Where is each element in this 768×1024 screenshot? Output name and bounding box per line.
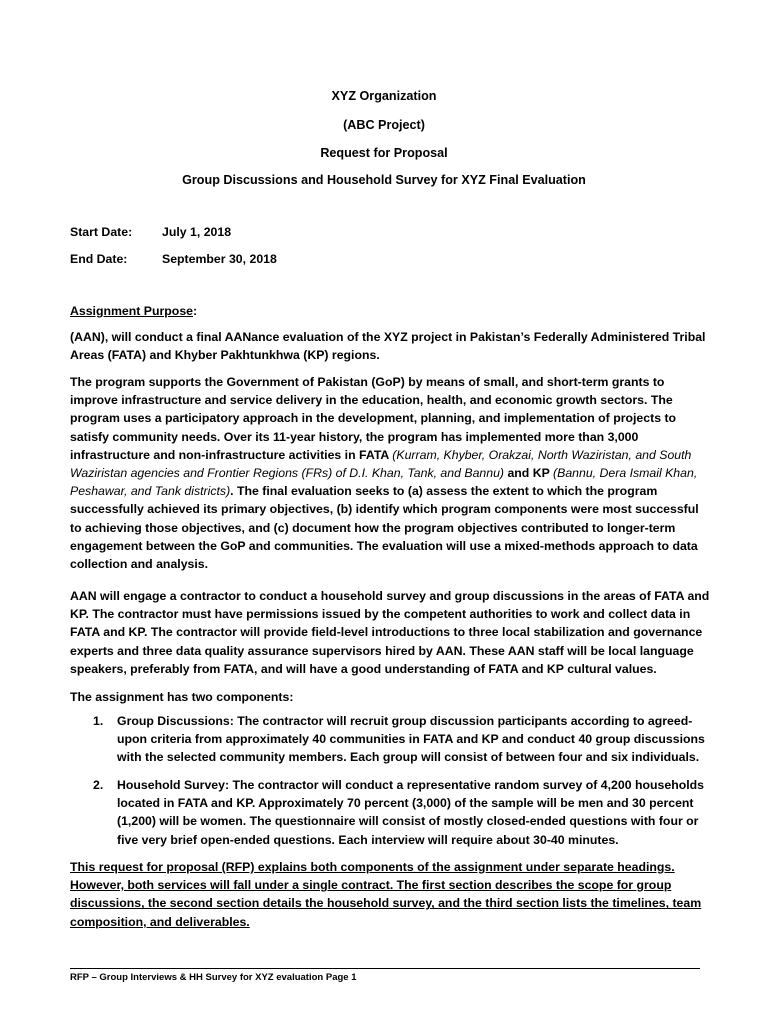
program-text-c: and KP — [504, 466, 554, 481]
program-text-a: The program supports the Government of Pakistan (GoP) by means of small, and short-term grants to improve infrastructure and service delivery in the education, health, and economic growth sectors. The program uses a participatory approach in the development, planning, and implementation of projects to satisfy community needs. Over its 11-year history, the program has implemented more than 3,000 infrastructure and non-infrastructure activities in FATA — [70, 375, 677, 462]
end-date-value: September 30, 2018 — [162, 252, 277, 266]
organization-name: XYZ Organization — [331, 89, 437, 103]
project-name: (ABC Project) — [343, 118, 425, 132]
section-heading-colon: : — [193, 304, 198, 318]
list-item-body: The contractor will conduct a representative random survey of 4,200 households located in FATA and KP. Approximately 70 percent (3,000) of the sample will be men and 30 percent (1,200) will be women. The questionnaire will consist of mostly closed-ended questions with four or five very brief open-ended questions. Each interview will require about 30-40 minutes. — [117, 778, 704, 847]
list-item-title: Household Survey: — [117, 778, 230, 792]
list-item-title: Group Discussions: — [117, 714, 234, 728]
document-type: Request for Proposal — [320, 146, 448, 160]
section-heading-text: Assignment Purpose — [70, 304, 193, 318]
start-date-label: Start Date: — [70, 225, 133, 239]
paragraph-intro: (AAN), will conduct a final AANance evaluation of the XYZ project in Pakistan’s Federally Administered Tribal Areas (FATA) and Khyber Pakhtunkhwa (KP) regions. — [70, 330, 706, 363]
list-item-body: The contractor will recruit group discussion participants according to agreed-upon criteria from approximately 40 communities in FATA and KP and conduct 40 group discussions with the selected community members. Each group will consist of between four and six individuals. — [117, 714, 705, 765]
closing-paragraph: This request for proposal (RFP) explains both components of the assignment under separate headings. However, both services will fall under a single contract. The first section describes the scope for group discussions, the second section details the household survey, and the third section lists the timelines, team composition, and deliverables. — [70, 860, 702, 929]
paragraph-components-intro: The assignment has two components: — [70, 690, 294, 704]
footer-divider — [70, 968, 700, 969]
list-text — [117, 776, 710, 849]
fata-areas-text: (Kurram, Khyber, Orakzai, North Waziristan, and South Waziristan agencies and Frontier Regions (FRs) of D.I. Khan, Tank, and Bannu) — [70, 447, 692, 481]
start-date-value: July 1, 2018 — [162, 225, 232, 239]
list-number: 1. — [93, 714, 104, 728]
page-footer: RFP – Group Interviews & HH Survey for XYZ evaluation Page 1 — [70, 972, 357, 983]
paragraph-contractor: AAN will engage a contractor to conduct a household survey and group discussions in the areas of FATA and KP. The contractor must have permissions issued by the competent authorities to work and collect data in FATA and KP. The contractor will provide field-level introductions to three local stabilization and governance experts and three data quality assurance supervisors hired by AAN. These AAN staff will be local language speakers, preferably from FATA, and will have a good understanding of FATA and KP cultural values. — [70, 589, 710, 676]
program-text-e: . The final evaluation seeks to (a) assess the extent to which the program successfully achieved its primary objectives, (b) identify which program components were most successful to achieving those objectives, and (c) document how the program objectives contributed to longer-term engagement between the GoP and communities. The evaluation will use a mixed-methods approach to data collection and analysis. — [70, 484, 699, 572]
kp-districts-text: (Bannu, Dera Ismail Khan, Peshawar, and Tank districts) — [70, 466, 698, 499]
list-text — [117, 712, 710, 767]
end-date-label: End Date: — [70, 252, 128, 266]
section-heading — [70, 302, 710, 320]
document-title: Group Discussions and Household Survey for XYZ Final Evaluation — [182, 173, 586, 187]
paragraph-program — [70, 373, 710, 573]
list-number: 2. — [93, 778, 104, 792]
